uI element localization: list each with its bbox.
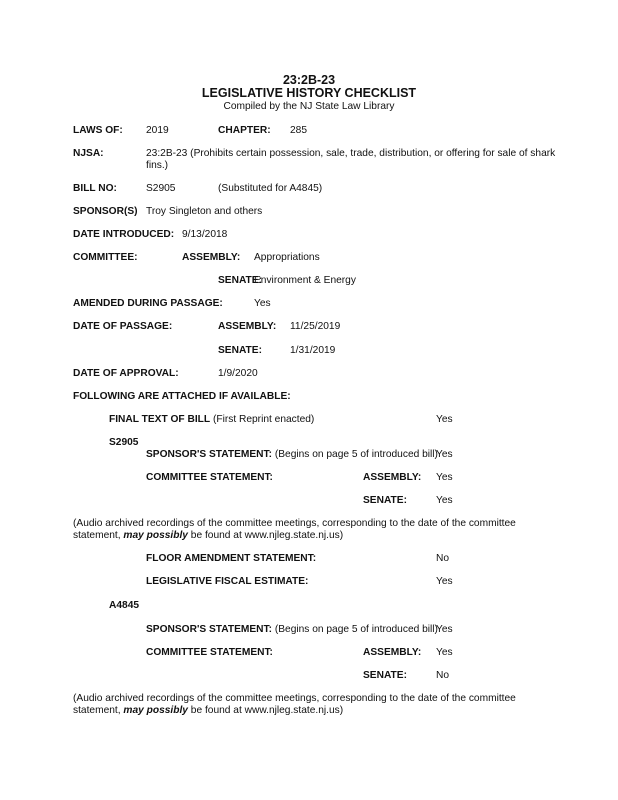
- a4845-sponsor-value: Yes: [436, 624, 453, 635]
- compiled-by: Compiled by the NJ State Law Library: [223, 101, 395, 112]
- final-text-value: Yes: [436, 414, 453, 425]
- date-of-approval-value: 1/9/2020: [218, 368, 258, 379]
- final-text-label: FINAL TEXT OF BILL: [109, 414, 211, 425]
- date-introduced-value: 9/13/2018: [182, 229, 228, 240]
- passage-senate-label: SENATE:: [218, 345, 262, 356]
- audio-note-2-pre: statement,: [73, 705, 124, 716]
- chapter-value: 285: [290, 125, 307, 136]
- a4845-heading: A4845: [109, 600, 140, 611]
- s2905-fiscal-label: LEGISLATIVE FISCAL ESTIMATE:: [146, 576, 309, 587]
- audio-note-emphasis: may possibly: [123, 530, 188, 541]
- a4845-sponsor-label: SPONSOR'S STATEMENT:: [146, 624, 272, 635]
- audio-note-post: be found at www.njleg.state.nj.us): [187, 530, 344, 541]
- s2905-assembly-label: ASSEMBLY:: [363, 472, 422, 483]
- committee-senate-label: SENATE:: [218, 275, 262, 286]
- s2905-senate-label: SENATE:: [363, 495, 407, 506]
- audio-note-line-1: (Audio archived recordings of the committee meetings, corresponding to the date of the committee: [73, 518, 516, 529]
- njsa-label: NJSA:: [73, 148, 104, 159]
- date-introduced-label: DATE INTRODUCED:: [73, 229, 175, 240]
- s2905-floor-label: FLOOR AMENDMENT STATEMENT:: [146, 553, 317, 564]
- njsa-line-2: fins.): [146, 160, 169, 171]
- sponsors-label: SPONSOR(S): [73, 206, 138, 217]
- s2905-sponsor-value: Yes: [436, 449, 453, 460]
- s2905-assembly-value: Yes: [436, 472, 453, 483]
- s2905-committee-label: COMMITTEE STATEMENT:: [146, 472, 273, 483]
- sponsors-value: Troy Singleton and others: [146, 206, 263, 217]
- s2905-senate-value: Yes: [436, 495, 453, 506]
- laws-of-label: LAWS OF:: [73, 125, 123, 136]
- a4845-senate-label: SENATE:: [363, 670, 407, 681]
- audio-note-2-emphasis: may possibly: [123, 705, 188, 716]
- chapter-label: CHAPTER:: [218, 125, 271, 136]
- audio-note-2-line-2: [73, 705, 343, 717]
- amended-label: AMENDED DURING PASSAGE:: [73, 298, 223, 309]
- bill-no-note: (Substituted for A4845): [218, 183, 323, 194]
- date-of-approval-label: DATE OF APPROVAL:: [73, 368, 179, 379]
- committee-senate-value: Environment & Energy: [254, 275, 356, 286]
- passage-assembly-label: ASSEMBLY:: [218, 321, 277, 332]
- amended-value: Yes: [254, 298, 271, 309]
- audio-note-line-2: [73, 530, 343, 542]
- a4845-assembly-value: Yes: [436, 647, 453, 658]
- a4845-committee-label: COMMITTEE STATEMENT:: [146, 647, 273, 658]
- a4845-sponsor-note: (Begins on page 5 of introduced bill): [274, 624, 438, 635]
- a4845-senate-value: No: [436, 670, 450, 681]
- committee-assembly-label: ASSEMBLY:: [182, 252, 241, 263]
- final-text-row: [109, 414, 314, 426]
- s2905-floor-value: No: [436, 553, 450, 564]
- passage-senate-value: 1/31/2019: [290, 345, 336, 356]
- audio-note-2-line-1: (Audio archived recordings of the committee meetings, corresponding to the date of the committee: [73, 693, 516, 704]
- bill-no-label: BILL NO:: [73, 183, 117, 194]
- a4845-sponsor-row: [146, 624, 438, 636]
- audio-note-pre: statement,: [73, 530, 124, 541]
- audio-note-2-post: be found at www.njleg.state.nj.us): [187, 705, 344, 716]
- attached-heading: FOLLOWING ARE ATTACHED IF AVAILABLE:: [73, 391, 291, 402]
- statute-number: 23:2B-23: [282, 73, 336, 87]
- laws-of-value: 2019: [146, 125, 169, 136]
- passage-assembly-value: 11/25/2019: [290, 321, 341, 332]
- s2905-sponsor-label: SPONSOR'S STATEMENT:: [146, 449, 272, 460]
- s2905-sponsor-row: [146, 449, 438, 461]
- bill-no-value: S2905: [146, 183, 176, 194]
- final-text-note: (First Reprint enacted): [212, 414, 315, 425]
- s2905-fiscal-value: Yes: [436, 576, 453, 587]
- committee-assembly-value: Appropriations: [254, 252, 320, 263]
- a4845-assembly-label: ASSEMBLY:: [363, 647, 422, 658]
- committee-label: COMMITTEE:: [73, 252, 138, 263]
- s2905-heading: S2905: [109, 437, 139, 448]
- njsa-line-1: 23:2B-23 (Prohibits certain possession, sale, trade, distribution, or offering for sale of shark: [146, 148, 556, 159]
- date-of-passage-label: DATE OF PASSAGE:: [73, 321, 173, 332]
- s2905-sponsor-note: (Begins on page 5 of introduced bill): [274, 449, 438, 460]
- document-title: LEGISLATIVE HISTORY CHECKLIST: [201, 86, 417, 100]
